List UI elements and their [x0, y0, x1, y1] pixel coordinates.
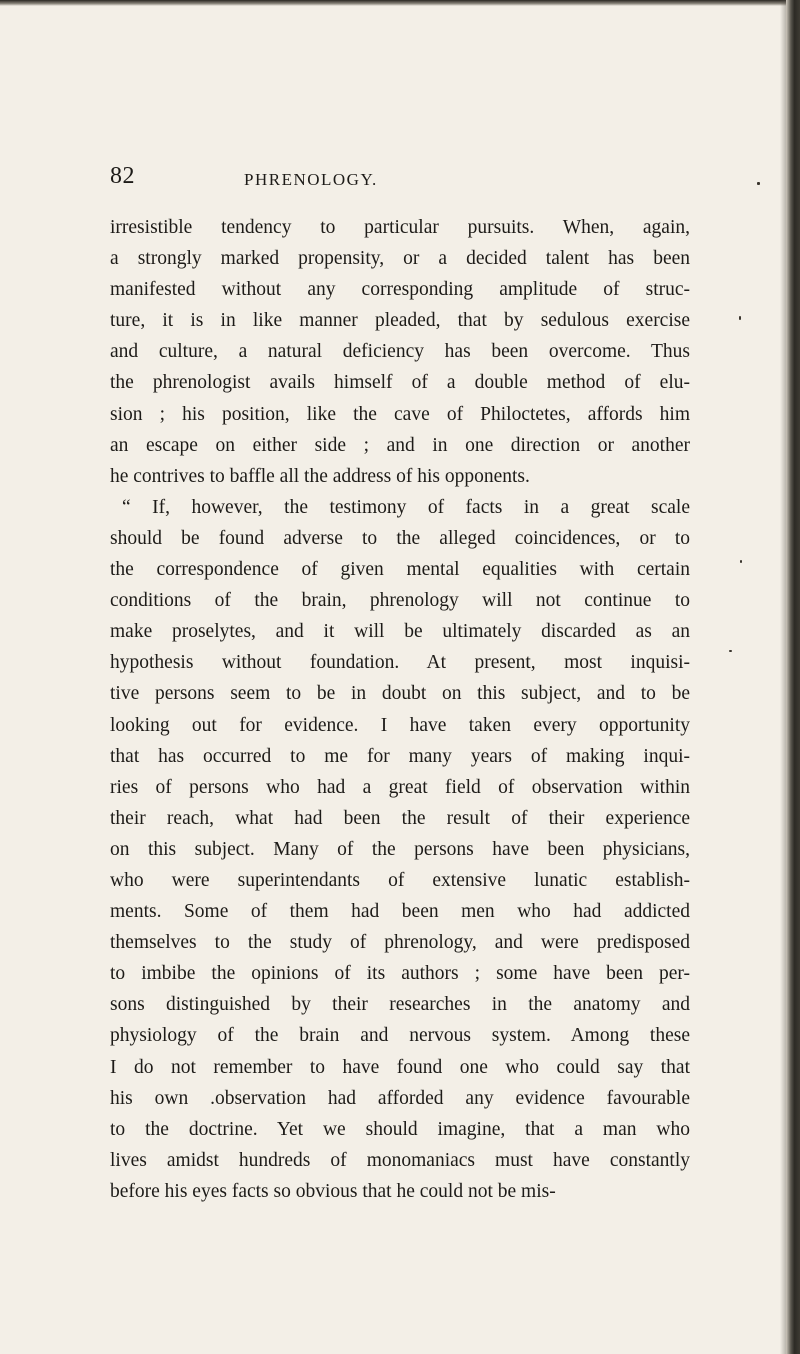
text-line: lives amidst hundreds of monomaniacs must have constantly — [110, 1149, 690, 1171]
text-line: that has occurred to me for many years of making inqui- — [110, 745, 690, 767]
text-line: sion ; his position, like the cave of Philoctetes, affords him — [110, 403, 690, 425]
text-line: make proselytes, and it will be ultimately discarded as an — [110, 621, 690, 643]
text-line: ture, it is in like manner pleaded, that by sedulous exercise — [110, 310, 690, 332]
text-line: a strongly marked propensity, or a decided talent has been — [110, 248, 690, 270]
text-line: and culture, a natural deficiency has been overcome. Thus — [110, 341, 690, 363]
text-line: their reach, what had been the result of their experience — [110, 807, 690, 829]
text-line: before his eyes facts so obvious that he could not be mis- — [110, 1180, 556, 1202]
running-head: PHRENOLOGY. — [244, 170, 378, 189]
text-line: an escape on either side ; and in one direction or another — [110, 434, 690, 456]
text-line: he contrives to baffle all the address of his opponents. — [110, 465, 530, 487]
page-top-edge — [0, 0, 800, 6]
text-line: who were superintendants of extensive lunatic establish- — [110, 869, 690, 891]
text-line: manifested without any corresponding amplitude of struc- — [110, 279, 690, 301]
text-line: sons distinguished by their researches in the anatomy and — [110, 994, 690, 1016]
body-text — [110, 212, 690, 1207]
text-line: ries of persons who had a great field of observation within — [110, 776, 690, 798]
text-line: physiology of the brain and nervous system. Among these — [110, 1025, 690, 1047]
text-line: on this subject. Many of the persons have been physicians, — [110, 838, 690, 860]
page-header — [110, 163, 690, 195]
print-speck — [739, 316, 741, 320]
text-line: to imbibe the opinions of its authors ; some have been per- — [110, 963, 690, 985]
text-line: the correspondence of given mental equalities with certain — [110, 559, 690, 581]
text-line: looking out for evidence. I have taken every opportunity — [110, 714, 690, 736]
page-right-edge — [786, 0, 800, 1354]
text-line: his own .observation had afforded any evidence favourable — [110, 1087, 690, 1109]
page-number: 82 — [110, 163, 135, 189]
text-line: should be found adverse to the alleged coincidences, or to — [110, 527, 690, 549]
text-line: to the doctrine. Yet we should imagine, that a man who — [110, 1118, 690, 1140]
text-line: conditions of the brain, phrenology will not continue to — [110, 590, 690, 612]
text-line: “ If, however, the testimony of facts in a great scale — [122, 496, 690, 518]
text-line: tive persons seem to be in doubt on this subject, and to be — [110, 683, 690, 705]
text-line: irresistible tendency to particular pursuits. When, again, — [110, 217, 690, 238]
print-speck — [729, 650, 732, 652]
text-line: ments. Some of them had been men who had addicted — [110, 901, 690, 923]
print-speck — [757, 182, 760, 185]
text-line: hypothesis without foundation. At present, most inquisi- — [110, 652, 690, 674]
print-speck — [740, 560, 742, 563]
text-line: the phrenologist avails himself of a double method of elu- — [110, 372, 690, 394]
text-line: themselves to the study of phrenology, and were predisposed — [110, 932, 690, 954]
text-line: I do not remember to have found one who could say that — [110, 1056, 690, 1078]
